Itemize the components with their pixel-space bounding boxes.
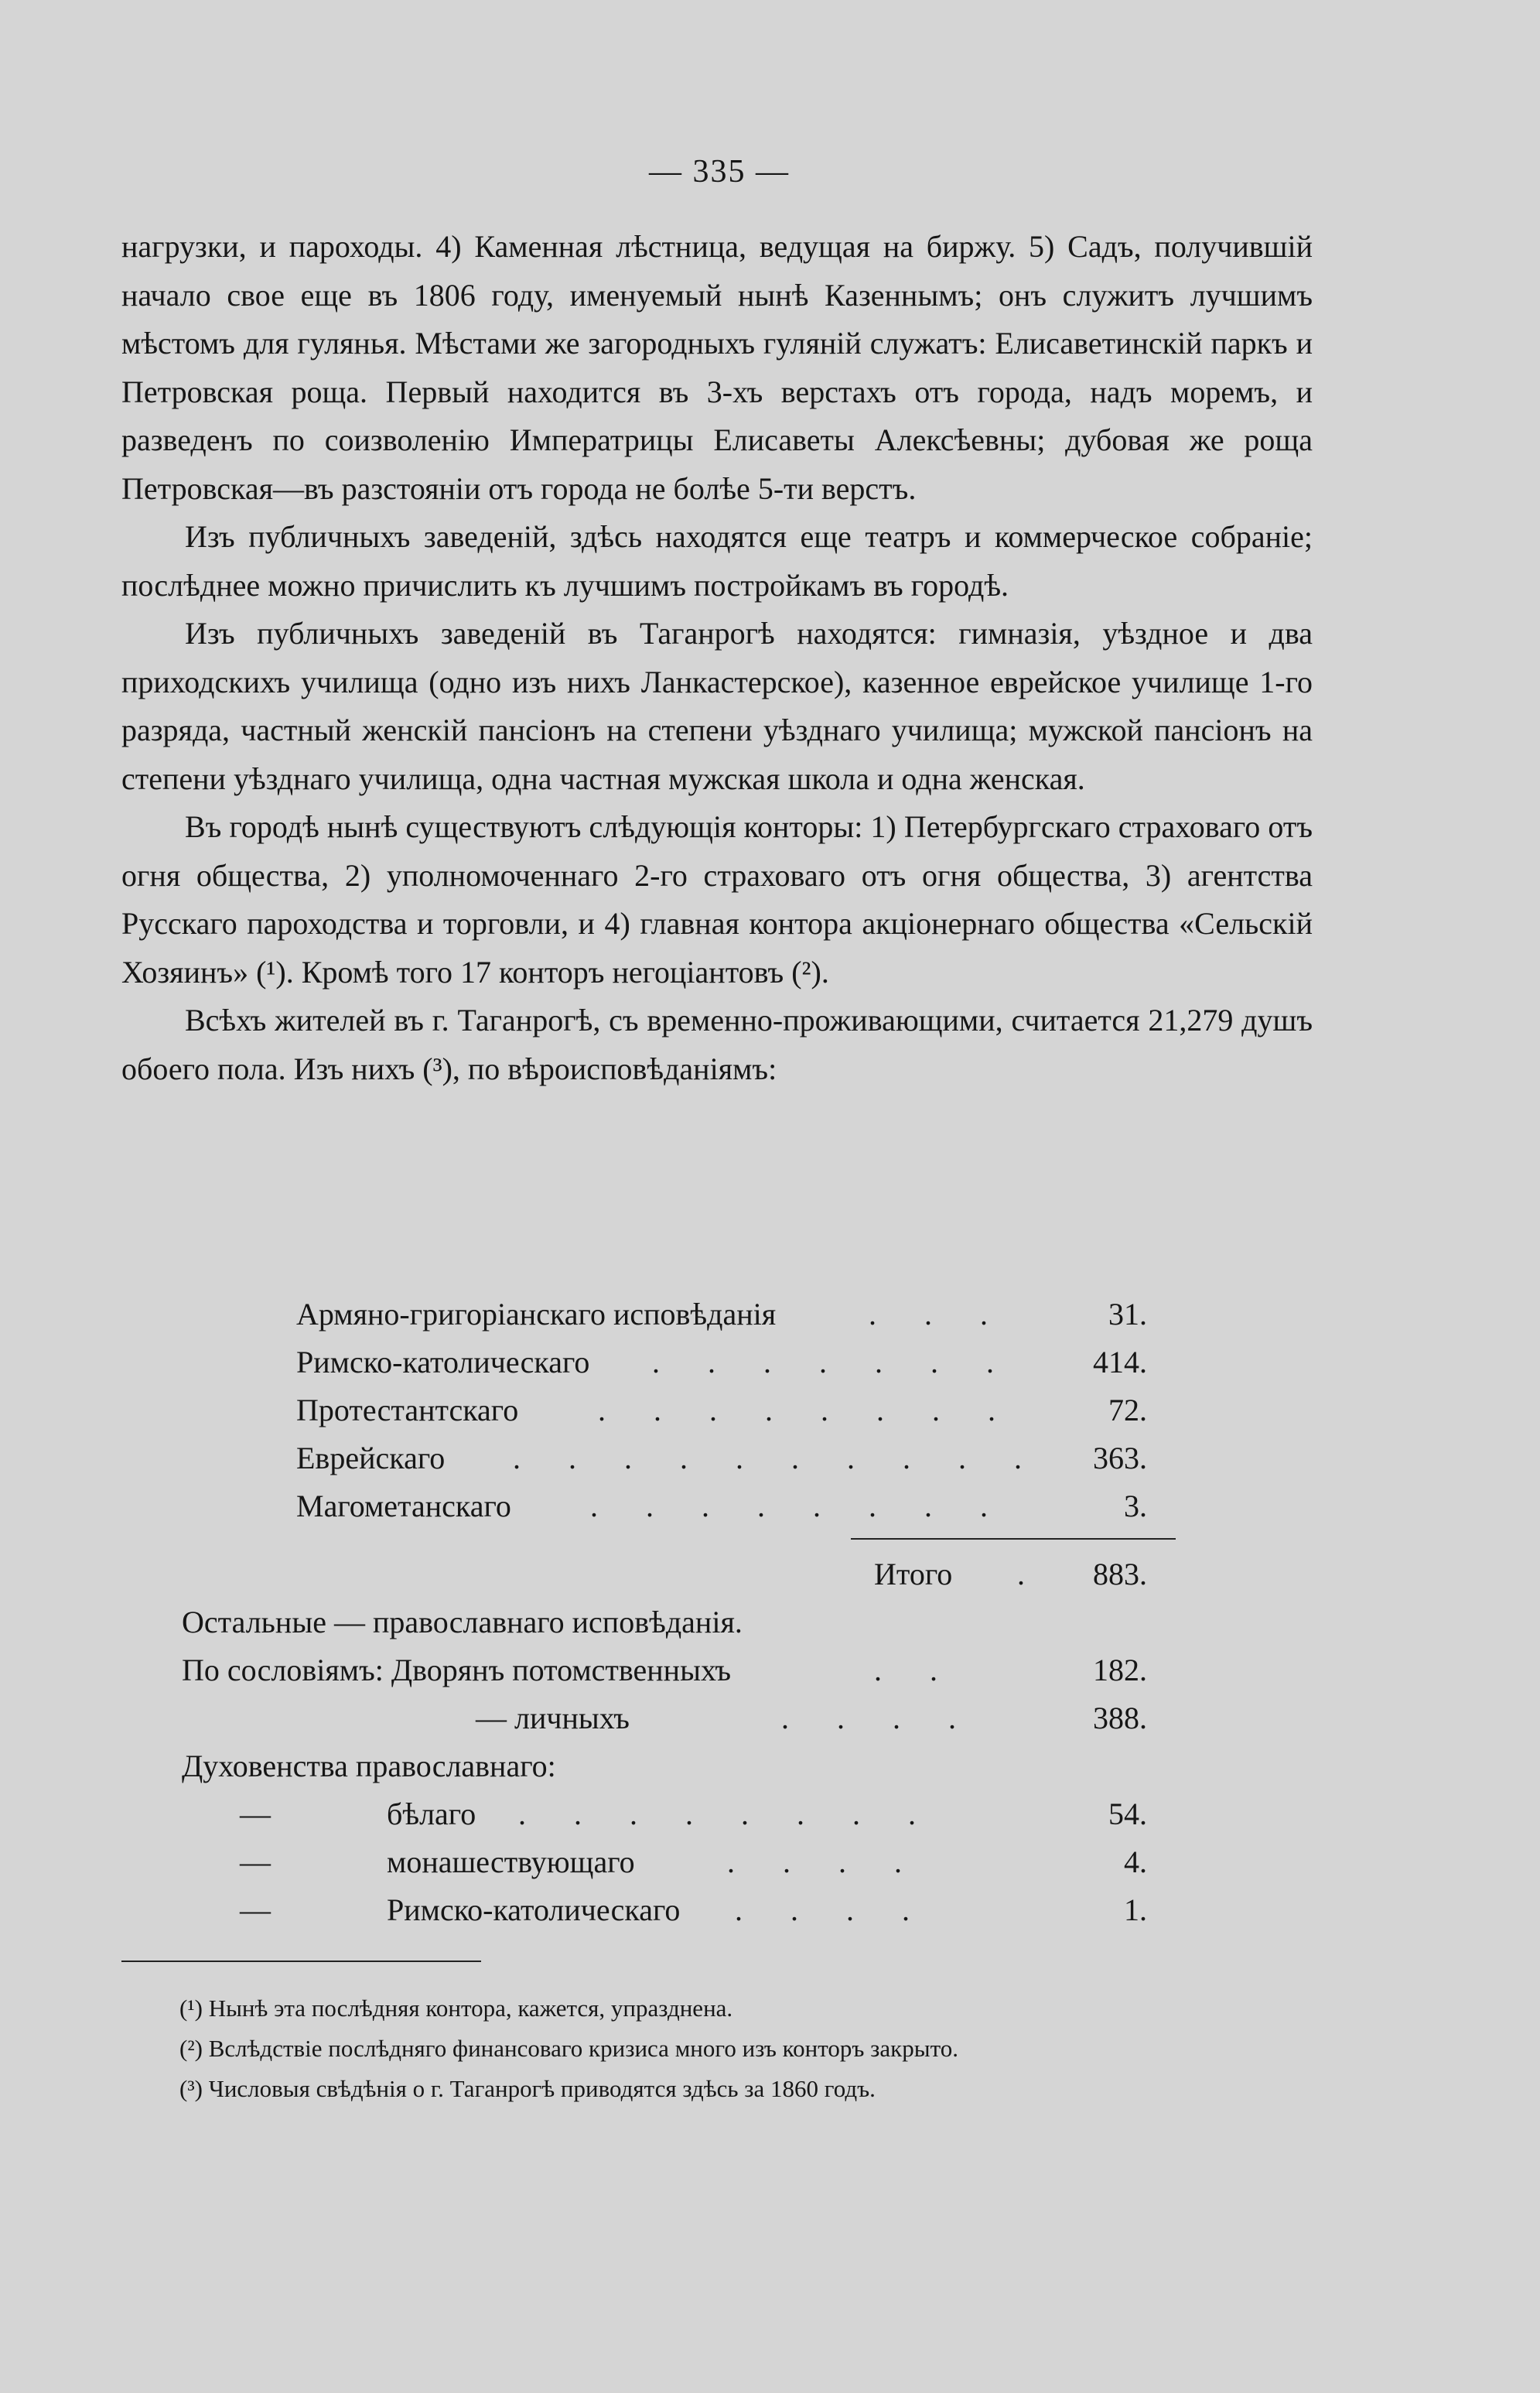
confession-value: 363. xyxy=(1093,1441,1147,1475)
paragraph-3: Изъ публичныхъ заведеній въ Таганрогѣ находятся: гимназія, уѣздное и два приходскихъ училища (одно изъ нихъ Ланкастерское), казенное еврейское училище 1-го разряда, частный женскій пансіонъ на степени уѣзднаго училища; мужской пансіонъ на степени уѣзднаго училища, одна частная мужская школа и одна женская. xyxy=(121,616,1313,796)
leader-dots: . . . xyxy=(869,1297,1008,1332)
clergy-label: бѣлаго xyxy=(387,1796,476,1831)
confession-row xyxy=(296,1386,1147,1434)
confession-value: 3. xyxy=(1124,1489,1147,1523)
leader-dots: . . . . xyxy=(781,1701,976,1735)
clergy-value: 1. xyxy=(1124,1892,1147,1927)
estate-label: По сословіямъ: Дворянъ потомственныхъ xyxy=(182,1653,732,1687)
main-text xyxy=(121,223,1313,1093)
clergy-header xyxy=(182,1742,1147,1790)
footnote-1: (¹) Нынѣ эта послѣдняя контора, кажется, упразднена. xyxy=(179,1995,733,2022)
leader-dots: . . . . xyxy=(735,1892,930,1927)
confession-label: Еврейскаго xyxy=(296,1441,446,1475)
leader-dots: . xyxy=(1017,1557,1045,1591)
paragraph-5: Всѣхъ жителей въ г. Таганрогѣ, съ временно-проживающими, считается 21,279 душъ обоего пола. Изъ нихъ (³), по вѣроисповѣданіямъ: xyxy=(121,1003,1313,1086)
confession-row xyxy=(296,1434,1147,1482)
footnote-2: (²) Вслѣдствіе послѣдняго финансоваго кризиса много изъ конторъ закрыто. xyxy=(179,2035,958,2062)
confession-row xyxy=(296,1291,1147,1338)
leader-dots: . . . . . . . xyxy=(652,1345,1014,1379)
clergy-value: 4. xyxy=(1124,1844,1147,1879)
total-row xyxy=(874,1550,1147,1598)
estate-row xyxy=(476,1694,1147,1742)
footnote-rule xyxy=(121,1961,481,1962)
confession-label: Протестантскаго xyxy=(296,1393,519,1427)
sum-rule xyxy=(851,1538,1176,1540)
clergy-label: монашествующаго xyxy=(387,1844,635,1879)
clergy-header-text: Духовенства православнаго: xyxy=(182,1749,556,1783)
paragraph-4: Въ городѣ нынѣ существуютъ слѣдующія конторы: 1) Петербургскаго страховаго отъ огня общества, 2) уполномоченнаго 2-го страховаго отъ огня общества, 3) агентства Русскаго пароходства и торговли, и 4) главная контора акціонернаго общества «Сельскій Хозяинъ» (¹). Кромѣ того 17 конторъ негоціантовъ (²). xyxy=(121,809,1313,990)
clergy-dash: — xyxy=(240,1892,271,1927)
estate-value: 388. xyxy=(1093,1701,1147,1735)
clergy-row xyxy=(240,1838,1147,1886)
confession-label: Магометанскаго xyxy=(296,1489,511,1523)
estate-label: — личныхъ xyxy=(476,1701,630,1735)
orthodox-note-text: Остальные — православнаго исповѣданія. xyxy=(182,1605,743,1639)
leader-dots: . . . . xyxy=(727,1844,922,1879)
leader-dots: . . . . . . . . xyxy=(598,1393,1016,1427)
clergy-row xyxy=(240,1886,1147,1934)
confession-value: 72. xyxy=(1108,1393,1147,1427)
total-label: Итого xyxy=(874,1557,953,1591)
paragraph-2: Изъ публичныхъ заведеній, здѣсь находятся еще театръ и коммерческое собраніе; послѣднее можно причислить къ лучшимъ постройкамъ въ городѣ. xyxy=(121,519,1313,603)
leader-dots: . . . . . . . . . . xyxy=(513,1441,1042,1475)
confession-value: 31. xyxy=(1108,1297,1147,1332)
paragraph-1: нагрузки, и пароходы. 4) Каменная лѣстница, ведущая на биржу. 5) Садъ, получившій начало свое еще въ 1806 году, именуемый нынѣ Казеннымъ; онъ служитъ лучшимъ мѣстомъ для гулянья. Мѣстами же загородныхъ гуляній служатъ: Елисаветинскій паркъ и Петровская роща. Первый находится въ 3-хъ верстахъ отъ города, надъ моремъ, и разведенъ по соизволенію Императрицы Елисаветы Алексѣевны; дубовая же роща Петровская—въ разстояніи отъ города не болѣе 5-ти верстъ. xyxy=(121,229,1313,506)
leader-dots: . . xyxy=(874,1653,958,1687)
confession-value: 414. xyxy=(1093,1345,1147,1379)
clergy-dash: — xyxy=(240,1844,271,1879)
footnote-3: (³) Числовыя свѣдѣнія о г. Таганрогѣ приводятся здѣсь за 1860 годъ. xyxy=(179,2075,876,2102)
clergy-row xyxy=(240,1790,1147,1838)
estate-row xyxy=(182,1646,1147,1694)
confession-row xyxy=(296,1482,1147,1530)
leader-dots: . . . . . . . . xyxy=(590,1489,1008,1523)
leader-dots: . . . . . . . . xyxy=(518,1796,936,1831)
estate-value: 182. xyxy=(1093,1653,1147,1687)
confession-row xyxy=(296,1338,1147,1386)
total-value: 883. xyxy=(1093,1557,1147,1591)
orthodox-note xyxy=(182,1598,1187,1646)
page-number: — 335 — xyxy=(649,154,790,190)
clergy-value: 54. xyxy=(1108,1796,1147,1831)
clergy-dash: — xyxy=(240,1796,271,1831)
confession-label: Армяно-григоріанскаго исповѣданія xyxy=(296,1297,777,1332)
confession-label: Римско-католическаго xyxy=(296,1345,590,1379)
clergy-label: Римско-католическаго xyxy=(387,1892,681,1927)
